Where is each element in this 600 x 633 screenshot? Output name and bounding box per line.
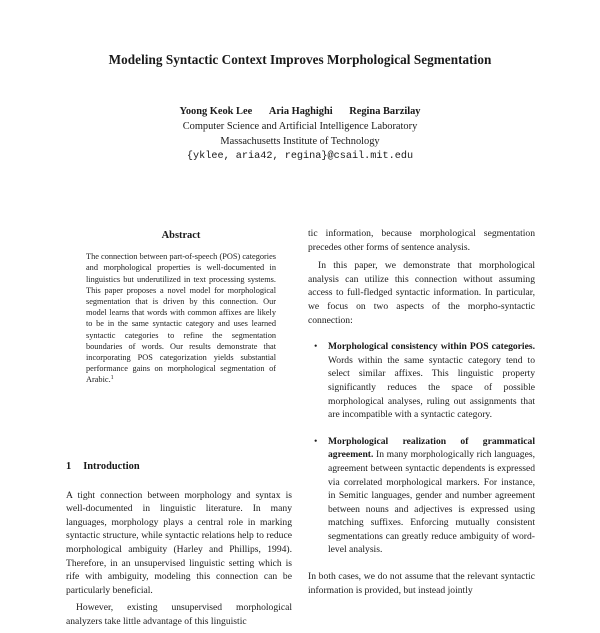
section-number: 1 <box>66 461 72 472</box>
abstract-heading: Abstract <box>161 230 201 241</box>
right-column <box>308 227 535 602</box>
bullet-list <box>308 340 535 557</box>
author-name: Regina Barzilay <box>349 106 421 117</box>
abstract-section <box>86 230 276 386</box>
bullet-icon: • <box>314 341 318 353</box>
body-paragraph: In both cases, we do not assume that the relevant syntactic information is provided, but instead jointly <box>308 571 535 596</box>
list-item <box>308 340 535 422</box>
section-heading <box>66 460 292 474</box>
list-item-title: Morphological realization of grammatical agreement. <box>328 435 535 461</box>
section-title: Introduction <box>83 461 140 472</box>
introduction-section <box>66 460 292 633</box>
abstract-body: The connection between part-of-speech (POS) categories and morphological properties is well-documented in linguistics but underutilized in text processing systems. This paper proposes a novel model for morphological segmentation that is driven by this connection. Our model learns that words with common affixes are likely to be in the same syntactic category and uses learned syntactic categories to refine the segmentation boundaries of words. Our results demonstrate that incorporating POS categorization yields substantial performance gains on morphological segmentation of Arabic. <box>86 252 276 385</box>
institution: Massachusetts Institute of Technology <box>220 136 380 147</box>
list-item-title: Morphological consistency within POS categories. <box>328 341 535 353</box>
continuation-text: tic information, because morphological segmentation precedes other forms of sentence analysis. <box>308 228 535 253</box>
affiliation: Computer Science and Artificial Intelligence Laboratory <box>182 121 418 132</box>
list-item <box>308 435 535 557</box>
author-names <box>0 104 600 119</box>
list-item-text: In many morphologically rich languages, agreement between syntactic dependents is expressed via correlated morphological markers. For instance, in Semitic languages, gender and number agreement between nouns and adjectives is expressed using matching suffixes. Enforcing mutually consistent segmentations can greatly reduce ambiguity of word-level analysis. <box>328 449 535 556</box>
list-item-text: Words within the same syntactic category tend to select similar affixes. This linguistic property significantly reduces the space of possible morphological analyses, ruling out assignments that are incompatible with a syntactic category. <box>328 354 535 421</box>
author-name: Yoong Keok Lee <box>179 106 253 117</box>
author-name: Aria Haghighi <box>268 106 333 117</box>
body-paragraph: In this paper, we demonstrate that morphological analysis can utilize this connection without assuming access to full-fledged syntactic information. In particular, we focus on two aspects of the morpho-syntactic connection: <box>308 260 535 326</box>
author-emails: {yklee, aria42, regina}@csail.mit.edu <box>186 151 414 162</box>
bullet-icon: • <box>314 435 318 447</box>
author-block <box>0 104 600 164</box>
intro-paragraph: However, existing unsupervised morphological analyzers take little advantage of this linguistic <box>66 602 292 627</box>
abstract-text <box>86 251 276 385</box>
intro-paragraph: A tight connection between morphology and syntax is well-documented in linguistic literature. In many languages, morphology plays a central role in marking syntactic structure, while syntactic relations help to reduce morphological ambiguity (Harley and Phillips, 1994). Therefore, in an unsupervised linguistic setting which is rife with ambiguity, modeling this connection can be particularly beneficial. <box>66 489 292 596</box>
footnote-marker: 1 <box>110 375 114 382</box>
paper-title: Modeling Syntactic Context Improves Morphological Segmentation <box>108 52 492 67</box>
